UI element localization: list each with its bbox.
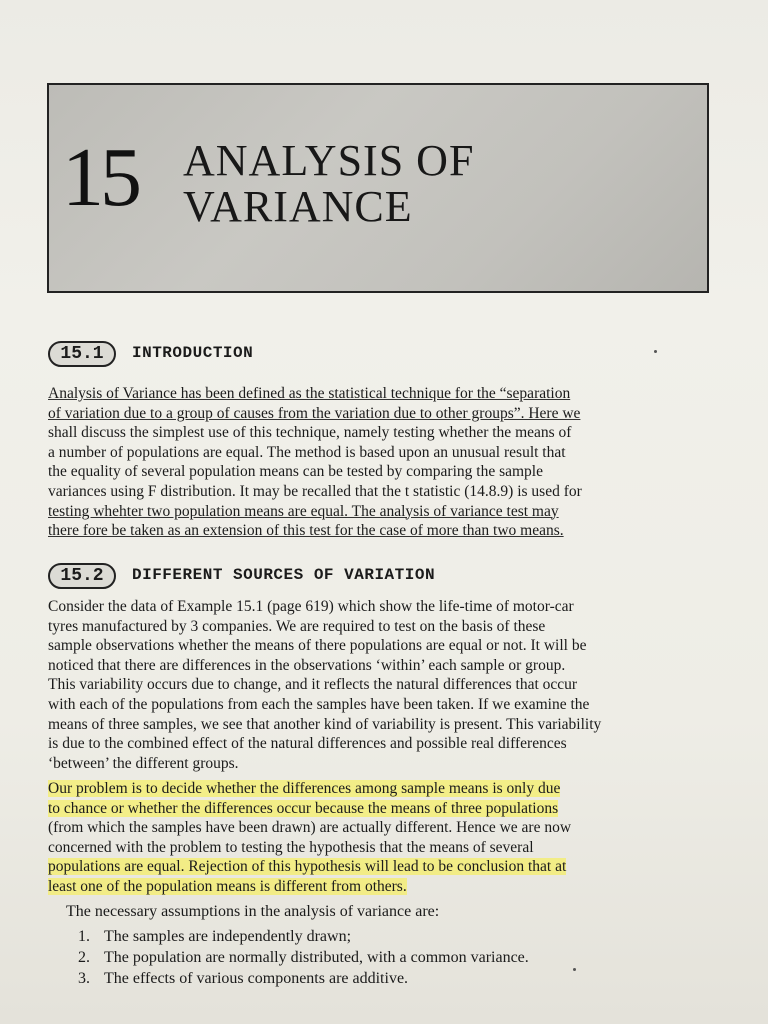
text-line: shall discuss the simplest use of this technique, namely testing whether the means of <box>48 424 572 442</box>
text-line: ‘between’ the different groups. <box>48 754 239 772</box>
text-line: Analysis of Variance has been defined as the statistical technique for the “separation <box>48 385 571 402</box>
text-line: of variation due to a group of causes from the variation due to other groups”. Here we <box>48 404 581 422</box>
highlighted-text-line: populations are equal. Rejection of this hypothesis will lead to be conclusion that at <box>48 858 567 876</box>
list-item: 2. The population are normally distributed, with a common variance. <box>78 949 529 966</box>
assumptions-list <box>78 926 529 989</box>
section-number-badge: 15.1 <box>48 341 116 367</box>
problem-paragraph <box>48 779 700 897</box>
list-item: 1. The samples are independently drawn; <box>78 928 352 945</box>
text-line: means of three samples, we see that another kind of variability is present. This variability <box>48 715 602 733</box>
highlighted-text-line: Our problem is to decide whether the differences among sample means is only due <box>48 780 561 797</box>
speck <box>573 968 576 971</box>
text-line: noticed that there are differences in the observations ‘within’ each sample or group. <box>48 656 566 674</box>
text-line: This variability occurs due to change, and it reflects the natural differences that occur <box>48 676 578 694</box>
text-line: testing whehter two population means are equal. The analysis of variance test may <box>48 502 559 520</box>
highlighted-text-line: to chance or whether the differences occur because the means of three populations <box>48 799 559 817</box>
text-line: concerned with the problem to testing the hypothesis that the means of several <box>48 838 534 856</box>
highlighted-text-line: least one of the population means is different from others. <box>48 877 407 895</box>
intro-paragraph <box>48 384 700 541</box>
chapter-title-line1: ANALYSIS OF <box>183 136 475 185</box>
text-line: tyres manufactured by 3 companies. We are required to test on the basis of these <box>48 617 546 635</box>
text-line: (from which the samples have been drawn) are actually different. Hence we are now <box>48 819 572 837</box>
section-title: DIFFERENT SOURCES OF VARIATION <box>132 566 436 584</box>
text-line: sample observations whether the means of there populations are equal or not. It will be <box>48 637 587 655</box>
text-line: is due to the combined effect of the natural differences and possible real differences <box>48 735 567 753</box>
text-line: with each of the populations from each the samples have been taken. If we examine the <box>48 695 590 713</box>
section-title: INTRODUCTION <box>132 344 254 362</box>
text-line: a number of populations are equal. The method is based upon an unusual result that <box>48 443 566 461</box>
text-line: the equality of several population means can be tested by comparing the sample <box>48 463 543 481</box>
assumptions-intro: The necessary assumptions in the analysis of variance are: <box>66 903 440 920</box>
text-line: Consider the data of Example 15.1 (page 619) which show the life-time of motor-car <box>48 598 574 615</box>
list-item: 3. The effects of various components are additive. <box>78 970 409 987</box>
chapter-title-line2: VARIANCE <box>183 182 413 231</box>
chapter-number: 15 <box>62 131 138 224</box>
text-line: variances using F distribution. It may be recalled that the t statistic (14.8.9) is used for <box>48 482 582 500</box>
speck <box>654 350 657 353</box>
text-line: there fore be taken as an extension of this test for the case of more than two means. <box>48 522 564 540</box>
chapter-title <box>183 138 474 230</box>
section-number-badge: 15.2 <box>48 563 116 589</box>
sources-paragraph <box>48 597 700 773</box>
